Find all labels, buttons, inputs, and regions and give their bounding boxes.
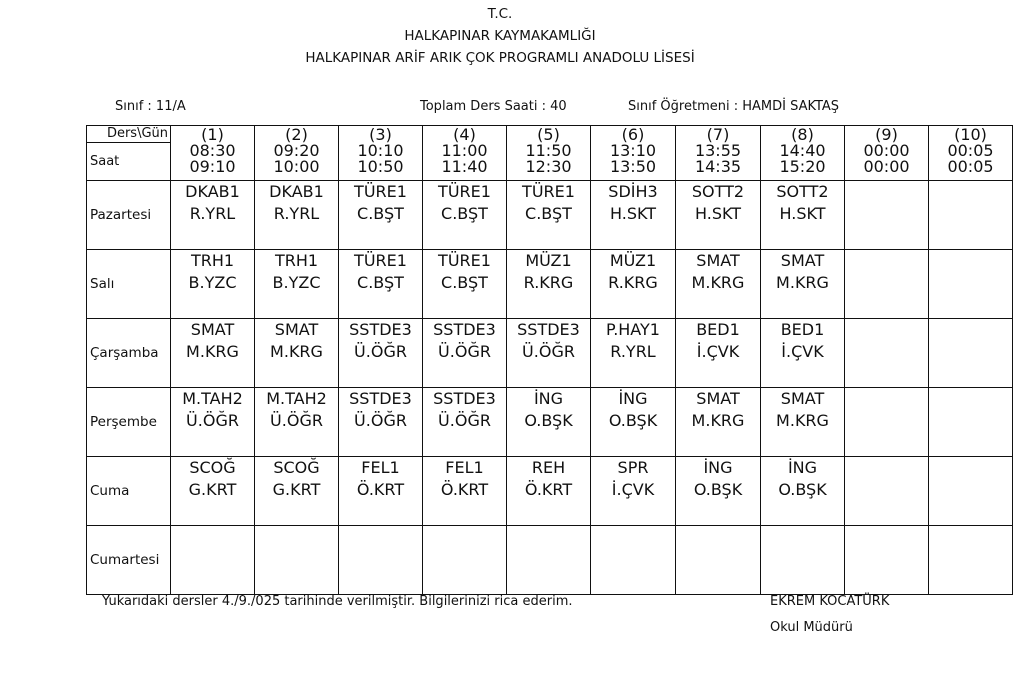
total-hours: Toplam Ders Saati : 40: [420, 99, 567, 114]
day-row: [87, 388, 1013, 457]
lesson-teacher: Ö.KRT: [524, 480, 573, 499]
lesson-teacher: B.YZC: [272, 273, 321, 292]
lesson-code: SCOĞ: [273, 458, 320, 477]
day-row: [87, 181, 1013, 250]
lesson-cell: [171, 457, 255, 526]
corner-top-label: Ders\Gün: [87, 126, 170, 143]
period-header: [676, 126, 761, 181]
period-end: 00:05: [947, 157, 994, 176]
corner-cell: [87, 126, 171, 181]
period-no: (2): [285, 125, 308, 144]
lesson-code: SMAT: [696, 389, 740, 408]
lesson-code: SSTDE3: [517, 320, 580, 339]
lesson-code: TÜRE1: [438, 182, 491, 201]
lesson-code: M.TAH2: [182, 389, 243, 408]
lesson-teacher: C.BŞT: [441, 273, 488, 292]
period-start: 13:55: [694, 141, 742, 160]
period-start: 09:20: [273, 141, 320, 160]
period-end: 12:30: [525, 157, 572, 176]
lesson-cell: [507, 181, 591, 250]
lesson-code: DKAB1: [269, 182, 324, 201]
lesson-code: SSTDE3: [349, 320, 412, 339]
lesson-cell: [507, 526, 591, 595]
period-no: (4): [453, 125, 476, 144]
lesson-cell: [929, 526, 1013, 595]
lesson-code: SSTDE3: [349, 389, 412, 408]
period-start: 11:50: [525, 141, 572, 160]
lesson-cell: [423, 250, 507, 319]
lesson-code: SDİH3: [608, 182, 658, 201]
period-no: (5): [537, 125, 560, 144]
lesson-cell: [676, 319, 761, 388]
period-start: 13:10: [609, 141, 657, 160]
lesson-cell: [761, 526, 845, 595]
period-header: [591, 126, 676, 181]
lesson-cell: [339, 181, 423, 250]
lesson-code: MÜZ1: [609, 251, 657, 270]
lesson-cell: [507, 388, 591, 457]
lesson-cell: [255, 526, 339, 595]
lesson-cell: [929, 388, 1013, 457]
period-header: [507, 126, 591, 181]
period-header: [171, 126, 255, 181]
period-header: [761, 126, 845, 181]
principal-name: EKREM KOCATÜRK: [770, 594, 890, 609]
lesson-code: SMAT: [780, 389, 825, 408]
period-end: 10:00: [273, 157, 320, 176]
principal-title: Okul Müdürü: [770, 620, 853, 635]
period-start: 11:00: [441, 141, 488, 160]
period-no: (9): [875, 125, 898, 144]
lesson-teacher: Ü.ÖĞR: [270, 411, 323, 430]
lesson-code: İNG: [618, 389, 648, 408]
lesson-code: SMAT: [274, 320, 319, 339]
day-row: [87, 250, 1013, 319]
period-end: 13:50: [609, 157, 657, 176]
lesson-cell: [591, 457, 676, 526]
period-start: 00:00: [863, 141, 910, 160]
lesson-cell: [676, 457, 761, 526]
lesson-teacher: R.KRG: [608, 273, 658, 292]
day-name: Salı: [87, 250, 171, 319]
lesson-teacher: M.KRG: [691, 273, 745, 292]
lesson-cell: [929, 181, 1013, 250]
period-start: 08:30: [189, 141, 236, 160]
lesson-code: BED1: [696, 320, 740, 339]
lesson-cell: [171, 319, 255, 388]
period-no: (7): [706, 125, 730, 144]
period-start: 00:05: [947, 141, 994, 160]
class-teacher: Sınıf Öğretmeni : HAMDİ SAKTAŞ: [628, 99, 840, 114]
day-name: Çarşamba: [87, 319, 171, 388]
lesson-cell: [255, 388, 339, 457]
lesson-cell: [761, 181, 845, 250]
lesson-code: P.HAY1: [606, 320, 660, 339]
lesson-code: İNG: [533, 389, 564, 408]
lesson-cell: [929, 250, 1013, 319]
period-start: 14:40: [779, 141, 826, 160]
lesson-teacher: M.KRG: [776, 411, 829, 430]
lesson-cell: [761, 457, 845, 526]
lesson-code: BED1: [780, 320, 825, 339]
lesson-teacher: Ü.ÖĞR: [522, 342, 575, 361]
lesson-cell: [339, 250, 423, 319]
lesson-teacher: Ü.ÖĞR: [438, 411, 491, 430]
period-end: 15:20: [779, 157, 826, 176]
lesson-code: SPR: [617, 458, 649, 477]
period-end: 00:00: [863, 157, 910, 176]
lesson-cell: [591, 526, 676, 595]
schedule-table: [86, 125, 1013, 595]
lesson-cell: [591, 319, 676, 388]
lesson-code: TRH1: [274, 251, 319, 270]
period-header: [339, 126, 423, 181]
lesson-code: SSTDE3: [433, 320, 496, 339]
lesson-teacher: Ü.ÖĞR: [354, 411, 407, 430]
lesson-teacher: İ.ÇVK: [781, 342, 824, 361]
lesson-teacher: O.BŞK: [778, 480, 827, 499]
lesson-teacher: O.BŞK: [693, 480, 743, 499]
period-header: [929, 126, 1013, 181]
lesson-teacher: H.SKT: [779, 204, 826, 223]
lesson-teacher: İ.ÇVK: [696, 342, 740, 361]
day-name: Pazartesi: [87, 181, 171, 250]
lesson-teacher: R.KRG: [523, 273, 574, 292]
day-row: [87, 526, 1013, 595]
lesson-cell: [507, 457, 591, 526]
lesson-code: MÜZ1: [525, 251, 572, 270]
lesson-cell: [507, 319, 591, 388]
lesson-code: SMAT: [696, 251, 740, 270]
period-no: (8): [791, 125, 814, 144]
lesson-teacher: M.KRG: [186, 342, 239, 361]
lesson-cell: [507, 250, 591, 319]
period-no: (1): [201, 125, 224, 144]
class-label: Sınıf : 11/A: [115, 99, 186, 114]
period-end: 11:40: [441, 157, 488, 176]
lesson-teacher: İ.ÇVK: [611, 480, 655, 499]
lesson-cell: [339, 457, 423, 526]
day-name: Cuma: [87, 457, 171, 526]
lesson-cell: [591, 181, 676, 250]
period-no: (6): [621, 125, 645, 144]
lesson-teacher: H.SKT: [694, 204, 741, 223]
lesson-code: SSTDE3: [433, 389, 496, 408]
day-name: Cumartesi: [87, 526, 171, 595]
day-row: [87, 319, 1013, 388]
lesson-teacher: Ü.ÖĞR: [186, 411, 239, 430]
lesson-code: SMAT: [190, 320, 235, 339]
lesson-code: TÜRE1: [354, 182, 407, 201]
lesson-cell: [845, 319, 929, 388]
header-district: HALKAPINAR KAYMAKAMLIĞI: [404, 28, 596, 44]
lesson-teacher: M.KRG: [691, 411, 745, 430]
period-header: [423, 126, 507, 181]
lesson-code: İNG: [787, 458, 818, 477]
lesson-code: SCOĞ: [189, 458, 236, 477]
header-row: [87, 126, 1013, 181]
period-end: 10:50: [357, 157, 404, 176]
lesson-cell: [339, 388, 423, 457]
lesson-cell: [845, 457, 929, 526]
lesson-teacher: G.KRT: [272, 480, 321, 499]
lesson-code: TÜRE1: [438, 251, 491, 270]
lesson-code: DKAB1: [185, 182, 240, 201]
lesson-teacher: C.BŞT: [441, 204, 488, 223]
footer-note: Yukarıdaki dersler 4./9./025 tarihinde verilmiştir. Bilgilerinizi rica ederim.: [102, 594, 573, 609]
lesson-code: İNG: [703, 458, 733, 477]
lesson-cell: [845, 250, 929, 319]
lesson-teacher: R.YRL: [189, 204, 236, 223]
period-header: [845, 126, 929, 181]
period-header: [255, 126, 339, 181]
lesson-code: REH: [531, 458, 566, 477]
lesson-cell: [255, 181, 339, 250]
lesson-cell: [676, 181, 761, 250]
lesson-cell: [845, 526, 929, 595]
lesson-cell: [423, 526, 507, 595]
lesson-teacher: O.BŞK: [524, 411, 573, 430]
period-end: 14:35: [694, 157, 742, 176]
lesson-code: M.TAH2: [266, 389, 327, 408]
lesson-cell: [255, 319, 339, 388]
lesson-teacher: B.YZC: [188, 273, 237, 292]
lesson-cell: [591, 388, 676, 457]
lesson-teacher: Ö.KRT: [440, 480, 489, 499]
lesson-teacher: Ö.KRT: [356, 480, 405, 499]
lesson-teacher: R.YRL: [610, 342, 656, 361]
lesson-teacher: O.BŞK: [608, 411, 658, 430]
lesson-cell: [761, 388, 845, 457]
lesson-cell: [171, 526, 255, 595]
lesson-cell: [423, 181, 507, 250]
period-no: (3): [369, 125, 392, 144]
lesson-cell: [339, 319, 423, 388]
lesson-code: TRH1: [190, 251, 235, 270]
lesson-cell: [591, 250, 676, 319]
period-end: 09:10: [189, 157, 236, 176]
lesson-cell: [929, 319, 1013, 388]
lesson-cell: [761, 250, 845, 319]
lesson-teacher: Ü.ÖĞR: [438, 342, 491, 361]
period-start: 10:10: [357, 141, 404, 160]
lesson-teacher: Ü.ÖĞR: [354, 342, 407, 361]
corner-bottom-label: Saat: [90, 154, 120, 169]
lesson-code: TÜRE1: [522, 182, 575, 201]
lesson-teacher: M.KRG: [776, 273, 829, 292]
lesson-teacher: R.YRL: [273, 204, 320, 223]
lesson-cell: [171, 388, 255, 457]
lesson-code: SMAT: [780, 251, 825, 270]
lesson-cell: [929, 457, 1013, 526]
lesson-cell: [845, 181, 929, 250]
lesson-teacher: C.BŞT: [525, 204, 572, 223]
lesson-cell: [761, 319, 845, 388]
lesson-code: FEL1: [361, 458, 400, 477]
lesson-cell: [255, 250, 339, 319]
period-no: (10): [954, 125, 987, 144]
lesson-cell: [171, 250, 255, 319]
lesson-cell: [171, 181, 255, 250]
lesson-teacher: G.KRT: [188, 480, 237, 499]
lesson-cell: [423, 457, 507, 526]
lesson-cell: [423, 388, 507, 457]
lesson-cell: [676, 250, 761, 319]
lesson-code: SOTT2: [691, 182, 745, 201]
lesson-cell: [423, 319, 507, 388]
lesson-teacher: M.KRG: [270, 342, 323, 361]
lesson-cell: [255, 457, 339, 526]
lesson-teacher: C.BŞT: [357, 273, 404, 292]
lesson-cell: [676, 388, 761, 457]
header-school: HALKAPINAR ARİF ARIK ÇOK PROGRAMLI ANADOLU LİSESİ: [305, 50, 695, 66]
lesson-teacher: H.SKT: [609, 204, 656, 223]
lesson-code: SOTT2: [776, 182, 829, 201]
lesson-code: FEL1: [445, 458, 484, 477]
header-tc: T.C.: [487, 6, 513, 22]
lesson-cell: [845, 388, 929, 457]
lesson-cell: [339, 526, 423, 595]
lesson-code: TÜRE1: [354, 251, 407, 270]
day-row: [87, 457, 1013, 526]
lesson-teacher: C.BŞT: [357, 204, 404, 223]
lesson-cell: [676, 526, 761, 595]
day-name: Perşembe: [87, 388, 171, 457]
